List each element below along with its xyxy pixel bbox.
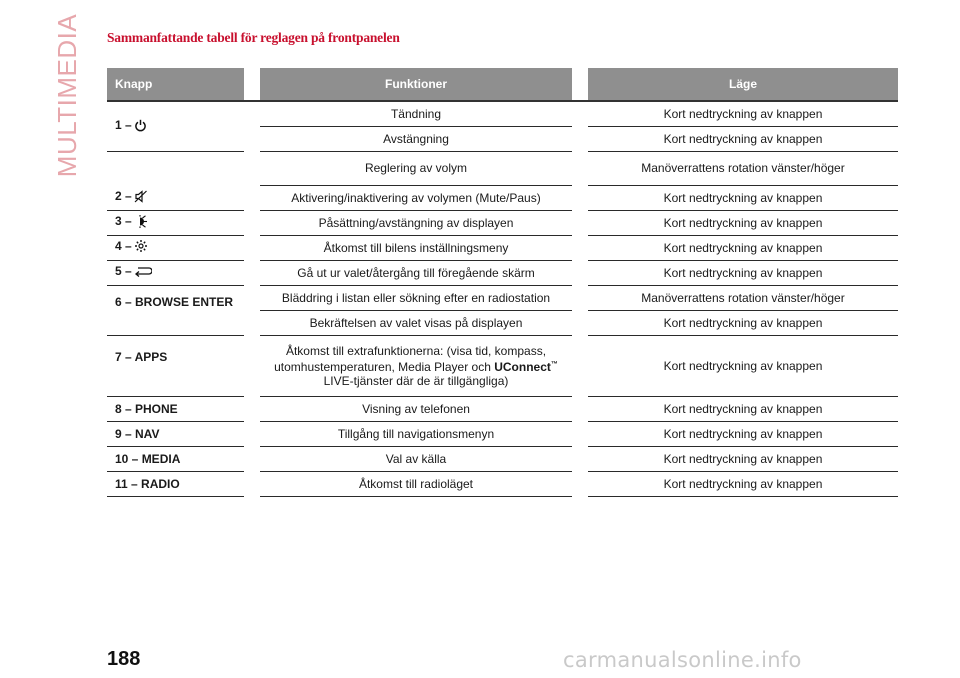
section-side-label xyxy=(42,13,94,178)
table-row xyxy=(107,235,898,260)
table-row xyxy=(107,152,898,186)
watermark: carmanualsonline.info xyxy=(563,648,802,672)
mode-cell: Kort nedtryckning av knappen xyxy=(588,335,898,396)
row-key: 6 – BROWSE ENTER xyxy=(107,285,244,335)
mode-cell: Kort nedtryckning av knappen xyxy=(588,210,898,235)
section-label-text: MULTIMEDIA xyxy=(52,13,83,178)
mode-cell: Kort nedtryckning av knappen xyxy=(588,471,898,496)
page-number: 188 xyxy=(107,648,141,670)
row-key: 3 – xyxy=(107,210,244,235)
table-header-row xyxy=(107,68,898,101)
table-row xyxy=(107,446,898,471)
function-cell: Påsättning/avstängning av displayen xyxy=(260,210,572,235)
header-funktioner: Funktioner xyxy=(260,68,572,101)
mode-cell: Kort nedtryckning av knappen xyxy=(588,446,898,471)
uconnect-brand: UConnect™ xyxy=(494,359,558,374)
table-row xyxy=(107,471,898,496)
function-cell: Bekräftelsen av valet visas på displayen xyxy=(260,310,572,335)
row-key: 2 – xyxy=(107,185,244,210)
function-cell: Tillgång till navigationsmenyn xyxy=(260,421,572,446)
function-cell: Åtkomst till extrafunktionerna: (visa tid, kompass, utomhustemperaturen, Media Player och UConnect™ LIVE-tjänster där de är tillgängliga) xyxy=(260,335,572,396)
row-key: 10 – MEDIA xyxy=(107,446,244,471)
table-row xyxy=(107,421,898,446)
settings-icon xyxy=(134,239,148,256)
row-key: 9 – NAV xyxy=(107,421,244,446)
function-cell: Reglering av volym xyxy=(260,152,572,186)
mode-cell: Kort nedtryckning av knappen xyxy=(588,235,898,260)
function-cell: Bläddring i listan eller sökning efter en radiostation xyxy=(260,285,572,310)
table-row xyxy=(107,285,898,310)
row-key: 5 – xyxy=(107,260,244,285)
controls-table xyxy=(107,68,898,497)
table-row xyxy=(107,210,898,235)
row-key: 8 – PHONE xyxy=(107,396,244,421)
mode-cell: Kort nedtryckning av knappen xyxy=(588,101,898,127)
mode-cell: Manöverrattens rotation vänster/höger xyxy=(588,285,898,310)
mode-cell: Kort nedtryckning av knappen xyxy=(588,421,898,446)
function-cell: Åtkomst till radioläget xyxy=(260,471,572,496)
row-key: 1 – xyxy=(107,101,244,152)
mode-cell: Kort nedtryckning av knappen xyxy=(588,185,898,210)
back-arrow-icon xyxy=(134,266,152,281)
function-cell: Aktivering/inaktivering av volymen (Mute/Paus) xyxy=(260,185,572,210)
table-row xyxy=(107,101,898,127)
mode-cell: Kort nedtryckning av knappen xyxy=(588,396,898,421)
row-key: 11 – RADIO xyxy=(107,471,244,496)
row-key: 7 – APPS xyxy=(107,335,244,396)
header-lage: Läge xyxy=(588,68,898,101)
function-cell: Visning av telefonen xyxy=(260,396,572,421)
table-row xyxy=(107,396,898,421)
power-icon xyxy=(134,119,147,135)
function-cell: Val av källa xyxy=(260,446,572,471)
function-cell: Gå ut ur valet/återgång till föregående skärm xyxy=(260,260,572,285)
table-row xyxy=(107,335,898,396)
function-cell: Åtkomst till bilens inställningsmeny xyxy=(260,235,572,260)
mode-cell: Manöverrattens rotation vänster/höger xyxy=(588,152,898,186)
table-row xyxy=(107,185,898,210)
row-key: 4 – xyxy=(107,235,244,260)
function-cell: Avstängning xyxy=(260,127,572,152)
mode-cell: Kort nedtryckning av knappen xyxy=(588,310,898,335)
table-row xyxy=(107,260,898,285)
page-title: Sammanfattande tabell för reglagen på frontpanelen xyxy=(107,30,400,45)
mode-cell: Kort nedtryckning av knappen xyxy=(588,127,898,152)
header-knapp: Knapp xyxy=(107,68,244,101)
mode-cell: Kort nedtryckning av knappen xyxy=(588,260,898,285)
display-brightness-icon xyxy=(134,215,148,231)
function-cell: Tändning xyxy=(260,101,572,127)
mute-icon xyxy=(134,190,148,206)
